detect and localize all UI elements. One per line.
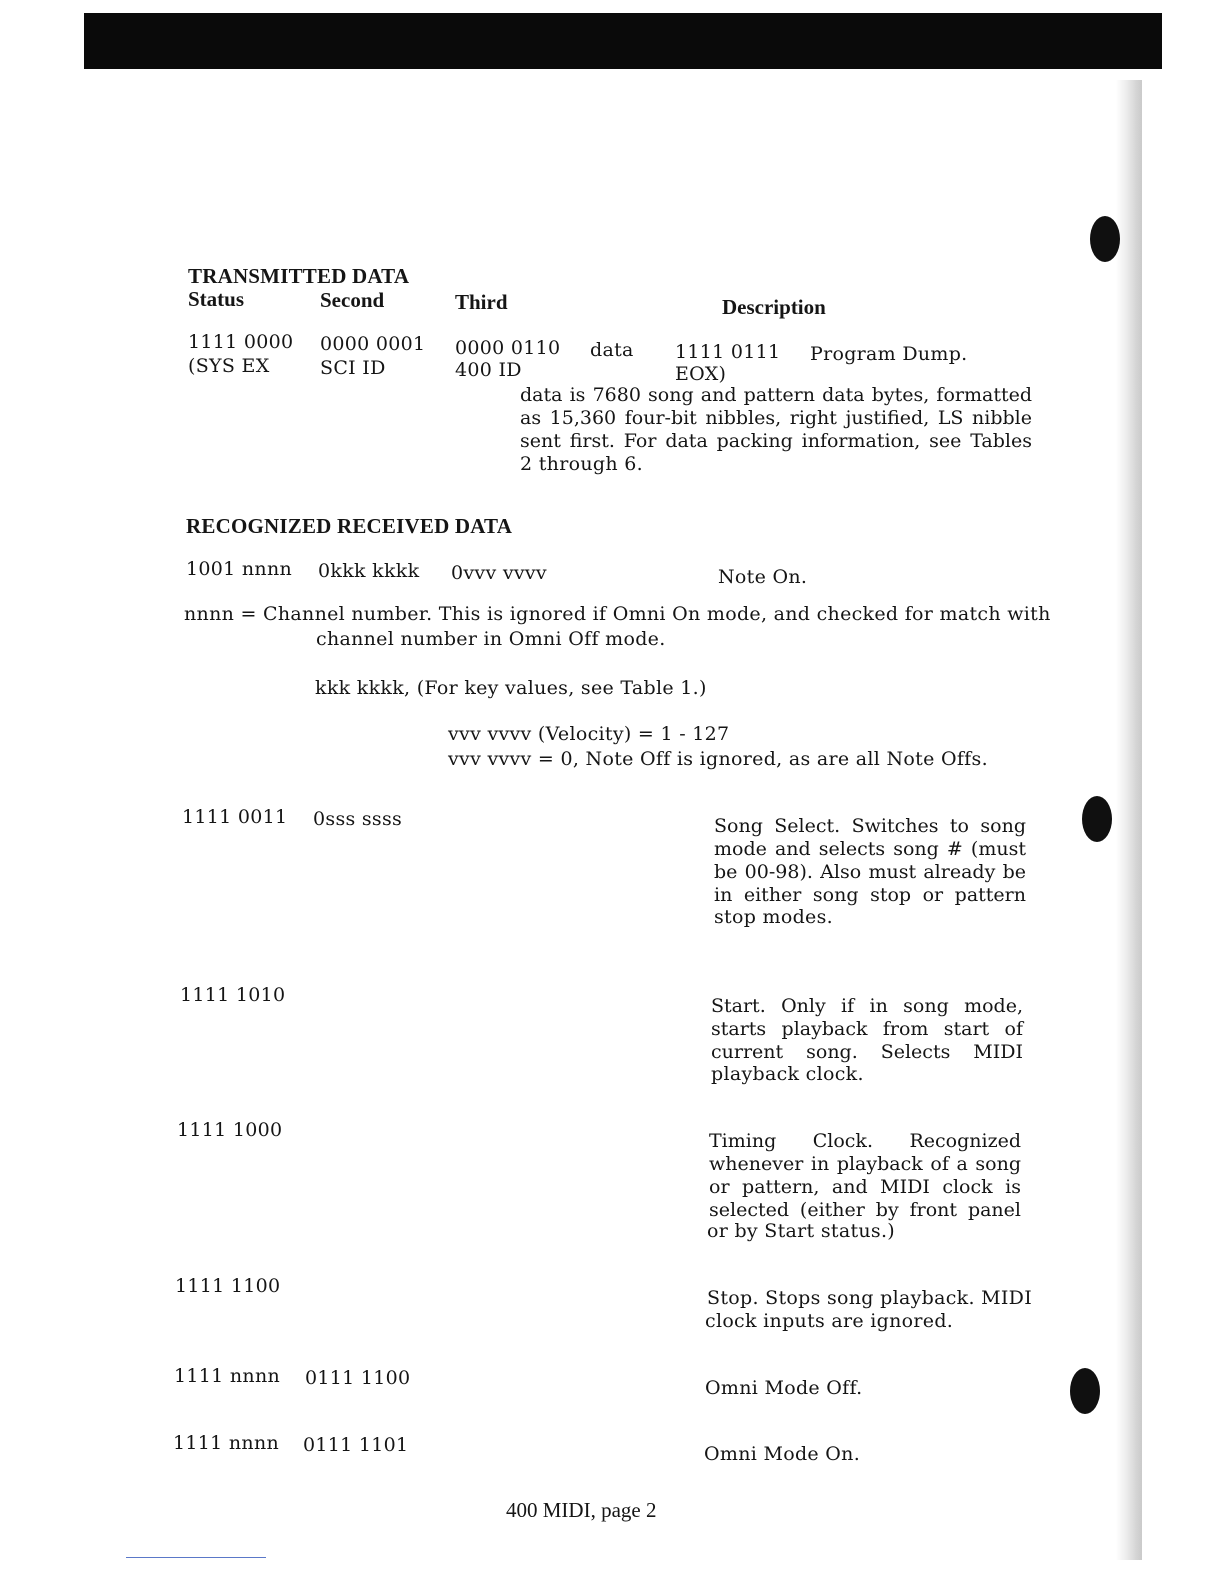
omni-off-second: 0111 1100 [305,1367,411,1389]
description-line: clock inputs are ignored. [705,1310,954,1332]
omni-on-description: Omni Mode On. [704,1443,861,1465]
description-line: be 00-98). Also must already be [714,861,1026,883]
tx-note-line: 2 through 6. [520,453,643,475]
description-line: playback clock. [711,1063,864,1085]
start-description [711,995,1023,1064]
description-line: Song Select. Switches to song [714,815,1026,837]
note-on-second: 0kkk kkkk [318,560,420,582]
note-on-description: Note On. [718,566,808,588]
page-top-bar [84,13,1162,69]
received-data-heading: RECOGNIZED RECEIVED DATA [186,514,513,538]
footer-rule [126,1557,266,1558]
transmitted-data-heading: TRANSMITTED DATA [188,264,410,288]
stop-status: 1111 1100 [175,1275,281,1297]
tx-description: Program Dump. [810,343,968,365]
tx-eox-line2: EOX) [675,363,727,385]
omni-on-second: 0111 1101 [303,1434,409,1456]
omni-off-status: 1111 nnnn [174,1365,281,1387]
timing-clock-description [709,1130,1021,1222]
note-on-third: 0vvv vvvv [451,562,547,584]
description-line: mode and selects song # (must [714,838,1026,860]
tx-status-line2: (SYS EX [188,355,270,377]
song-select-second: 0sss ssss [313,808,403,830]
nnnn-explanation-line2: channel number in Omni Off mode. [316,628,666,650]
description-line: or pattern, and MIDI clock is [709,1176,1021,1198]
tx-note-line: as 15,360 four-bit nibbles, right justified, LS nibble [520,407,1032,429]
page-footer: 400 MIDI, page 2 [506,1498,657,1522]
kkk-explanation: kkk kkkk, (For key values, see Table 1.) [315,677,707,699]
tx-note-line: sent first. For data packing information, see Tables [520,430,1032,452]
description-line: in either song stop or pattern [714,884,1026,906]
binder-hole-middle [1082,796,1112,842]
tx-third-line1: 0000 0110 [455,337,561,359]
vvv-explanation-line1: vvv vvvv (Velocity) = 1 - 127 [448,723,730,745]
song-select-description [714,815,1026,907]
binder-hole-bottom [1070,1368,1100,1414]
tx-data-label: data [590,339,634,361]
tx-third-line2: 400 ID [455,359,522,381]
tx-note-line: data is 7680 song and pattern data bytes, formatted [520,384,1032,406]
start-status: 1111 1010 [180,984,286,1006]
tx-status-line1: 1111 0000 [188,331,294,353]
omni-on-status: 1111 nnnn [173,1432,280,1454]
binder-hole-top [1090,216,1120,262]
tx-second-line1: 0000 0001 [320,333,426,355]
omni-off-description: Omni Mode Off. [705,1377,863,1399]
description-line: current song. Selects MIDI [711,1041,1023,1063]
song-select-status: 1111 0011 [182,806,288,828]
tx-second-line2: SCI ID [320,357,386,379]
description-line: selected (either by front panel [709,1199,1021,1221]
vvv-explanation-line2: vvv vvvv = 0, Note Off is ignored, as are all Note Offs. [448,748,988,770]
column-header-status: Status [188,287,245,311]
page-right-edge-shadow [1116,80,1142,1560]
description-line: whenever in playback of a song [709,1153,1021,1175]
description-line: starts playback from start of [711,1018,1023,1040]
column-header-third: Third [455,290,508,314]
column-header-second: Second [320,288,385,312]
tx-note-paragraph [520,384,1032,453]
note-on-status: 1001 nnnn [186,558,293,580]
description-line: Start. Only if in song mode, [711,995,1023,1017]
description-line: Timing Clock. Recognized [709,1130,1021,1152]
description-line: stop modes. [714,906,833,928]
description-line: Stop. Stops song playback. MIDI [707,1287,1033,1309]
column-header-description: Description [722,295,826,319]
tx-eox-line1: 1111 0111 [675,341,781,363]
timing-clock-status: 1111 1000 [177,1119,283,1141]
description-line: or by Start status.) [707,1220,896,1242]
nnnn-explanation-line1: nnnn = Channel number. This is ignored if Omni On mode, and checked for match with [184,603,1051,625]
